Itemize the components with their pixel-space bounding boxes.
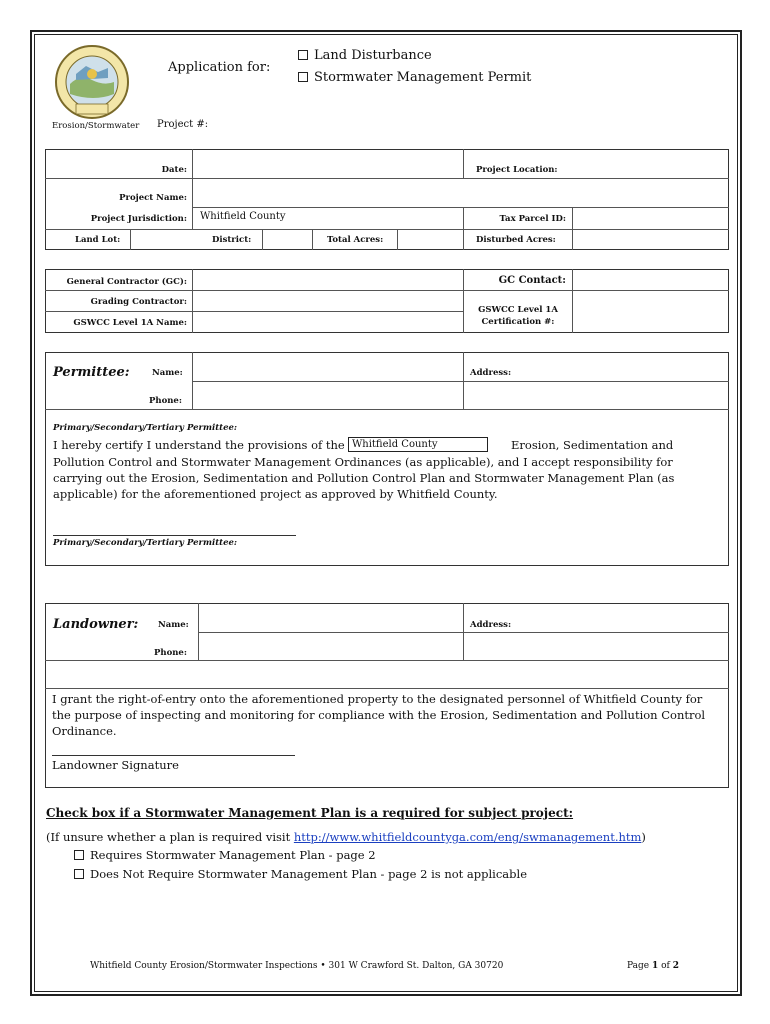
district-field[interactable]	[264, 231, 310, 249]
gswcc-cert-label: GSWCC Level 1A Certification #:	[478, 305, 558, 327]
general-contractor-label: General Contractor (GC):	[66, 277, 187, 287]
permittee-signature-line[interactable]	[53, 535, 296, 536]
permittee-phone-label: Phone:	[149, 396, 182, 406]
permittee-address-label: Address:	[470, 368, 512, 378]
not-required-option[interactable]: Does Not Require Stormwater Management Plan - page 2 is not applicable	[74, 867, 527, 881]
permittee-cert-line-4: applicable) for the aforementioned project as approved by Whitfield County.	[53, 487, 498, 501]
landowner-signature-line[interactable]	[52, 755, 295, 756]
application-for-label: Application for:	[168, 60, 271, 75]
disturbed-acres-label: Disturbed Acres:	[476, 235, 556, 245]
county-seal-logo	[54, 44, 130, 120]
gc-contact-label: GC Contact:	[498, 275, 566, 286]
stormwater-permit-checkbox[interactable]	[298, 72, 308, 82]
landowner-name-label: Name:	[158, 620, 189, 630]
total-acres-field[interactable]	[399, 231, 461, 249]
permittee-title: Permittee:	[53, 365, 130, 380]
stormwater-plan-heading: Check box if a Stormwater Management Plan is a required for subject project:	[46, 806, 574, 820]
ordinance-county-field[interactable]: Whitfield County	[348, 437, 488, 452]
department-label: Erosion/Stormwater	[52, 121, 140, 131]
option-stormwater-permit[interactable]: Stormwater Management Permit	[298, 70, 531, 85]
disturbed-acres-field[interactable]	[574, 231, 727, 249]
gc-contact-field[interactable]	[574, 271, 727, 289]
district-label: District:	[212, 235, 252, 245]
permittee-cert-line-1: I hereby certify I understand the provisions of the	[53, 438, 345, 452]
project-jurisdiction-label: Project Jurisdiction:	[90, 214, 187, 224]
date-label: Date:	[161, 165, 187, 175]
requires-plan-checkbox[interactable]	[74, 850, 84, 860]
landowner-text-line-3: Ordinance.	[52, 724, 117, 738]
grading-contractor-field[interactable]	[194, 292, 461, 310]
stormwater-plan-note: (If unsure whether a plan is required visit http://www.whitfieldcountyga.com/eng/swmanagement.htm)	[46, 830, 646, 844]
grading-contractor-label: Grading Contractor:	[90, 297, 187, 307]
footer-address: Whitfield County Erosion/Stormwater Inspections • 301 W Crawford St. Dalton, GA 30720	[90, 961, 504, 971]
permittee-name-field[interactable]	[194, 354, 461, 380]
landowner-text-line-1: I grant the right-of-entry onto the aforementioned property to the designated personnel of Whitfield County for	[52, 692, 703, 706]
permittee-name-label: Name:	[152, 368, 183, 378]
gswcc-name-field[interactable]	[194, 313, 461, 331]
landowner-address-label: Address:	[470, 620, 512, 630]
project-jurisdiction-field[interactable]: Whitfield County	[200, 211, 286, 222]
total-acres-label: Total Acres:	[327, 235, 384, 245]
permittee-cert-line-1b: Erosion, Sedimentation and	[511, 438, 674, 452]
landowner-phone-label: Phone:	[154, 648, 187, 658]
landowner-phone-field[interactable]	[200, 634, 461, 659]
permittee-phone-field[interactable]	[194, 383, 461, 408]
permittee-signature-label: Primary/Secondary/Tertiary Permittee:	[53, 538, 238, 548]
landowner-address-field[interactable]	[465, 634, 727, 659]
gswcc-cert-field[interactable]	[574, 292, 727, 331]
option-land-disturbance[interactable]: Land Disturbance	[298, 48, 432, 63]
project-number-label: Project #:	[157, 119, 209, 130]
date-field[interactable]	[194, 151, 460, 177]
requires-plan-option[interactable]: Requires Stormwater Management Plan - page 2	[74, 848, 376, 862]
permittee-cert-line-3: carrying out the Erosion, Sedimentation and Pollution Control Plan and Stormwater Management Plan (as	[53, 471, 675, 485]
tax-parcel-field[interactable]	[574, 209, 727, 228]
general-contractor-field[interactable]	[194, 271, 461, 289]
landowner-signature-label: Landowner Signature	[52, 758, 179, 772]
permittee-cert-line-2: Pollution Control and Stormwater Management Ordinances (as applicable), and I accept responsibility for	[53, 455, 673, 469]
land-disturbance-checkbox[interactable]	[298, 50, 308, 60]
project-name-field[interactable]	[194, 180, 726, 206]
not-required-checkbox[interactable]	[74, 869, 84, 879]
tax-parcel-label: Tax Parcel ID:	[499, 214, 566, 224]
page-number: Page 1 of 2	[627, 961, 679, 971]
project-location-label: Project Location:	[476, 165, 558, 175]
land-lot-label: Land Lot:	[75, 235, 121, 245]
swmanagement-link[interactable]: http://www.whitfieldcountyga.com/eng/swmanagement.htm	[293, 830, 642, 844]
project-name-label: Project Name:	[119, 193, 187, 203]
landowner-text-line-2: the purpose of inspecting and monitoring for compliance with the Erosion, Sedimentation and Pollution Control	[52, 708, 706, 722]
permittee-address-field[interactable]	[465, 382, 727, 408]
landowner-title: Landowner:	[53, 617, 139, 632]
permittee-role-label: Primary/Secondary/Tertiary Permittee:	[53, 423, 238, 433]
landowner-name-field[interactable]	[200, 605, 461, 631]
gswcc-name-label: GSWCC Level 1A Name:	[73, 318, 187, 328]
